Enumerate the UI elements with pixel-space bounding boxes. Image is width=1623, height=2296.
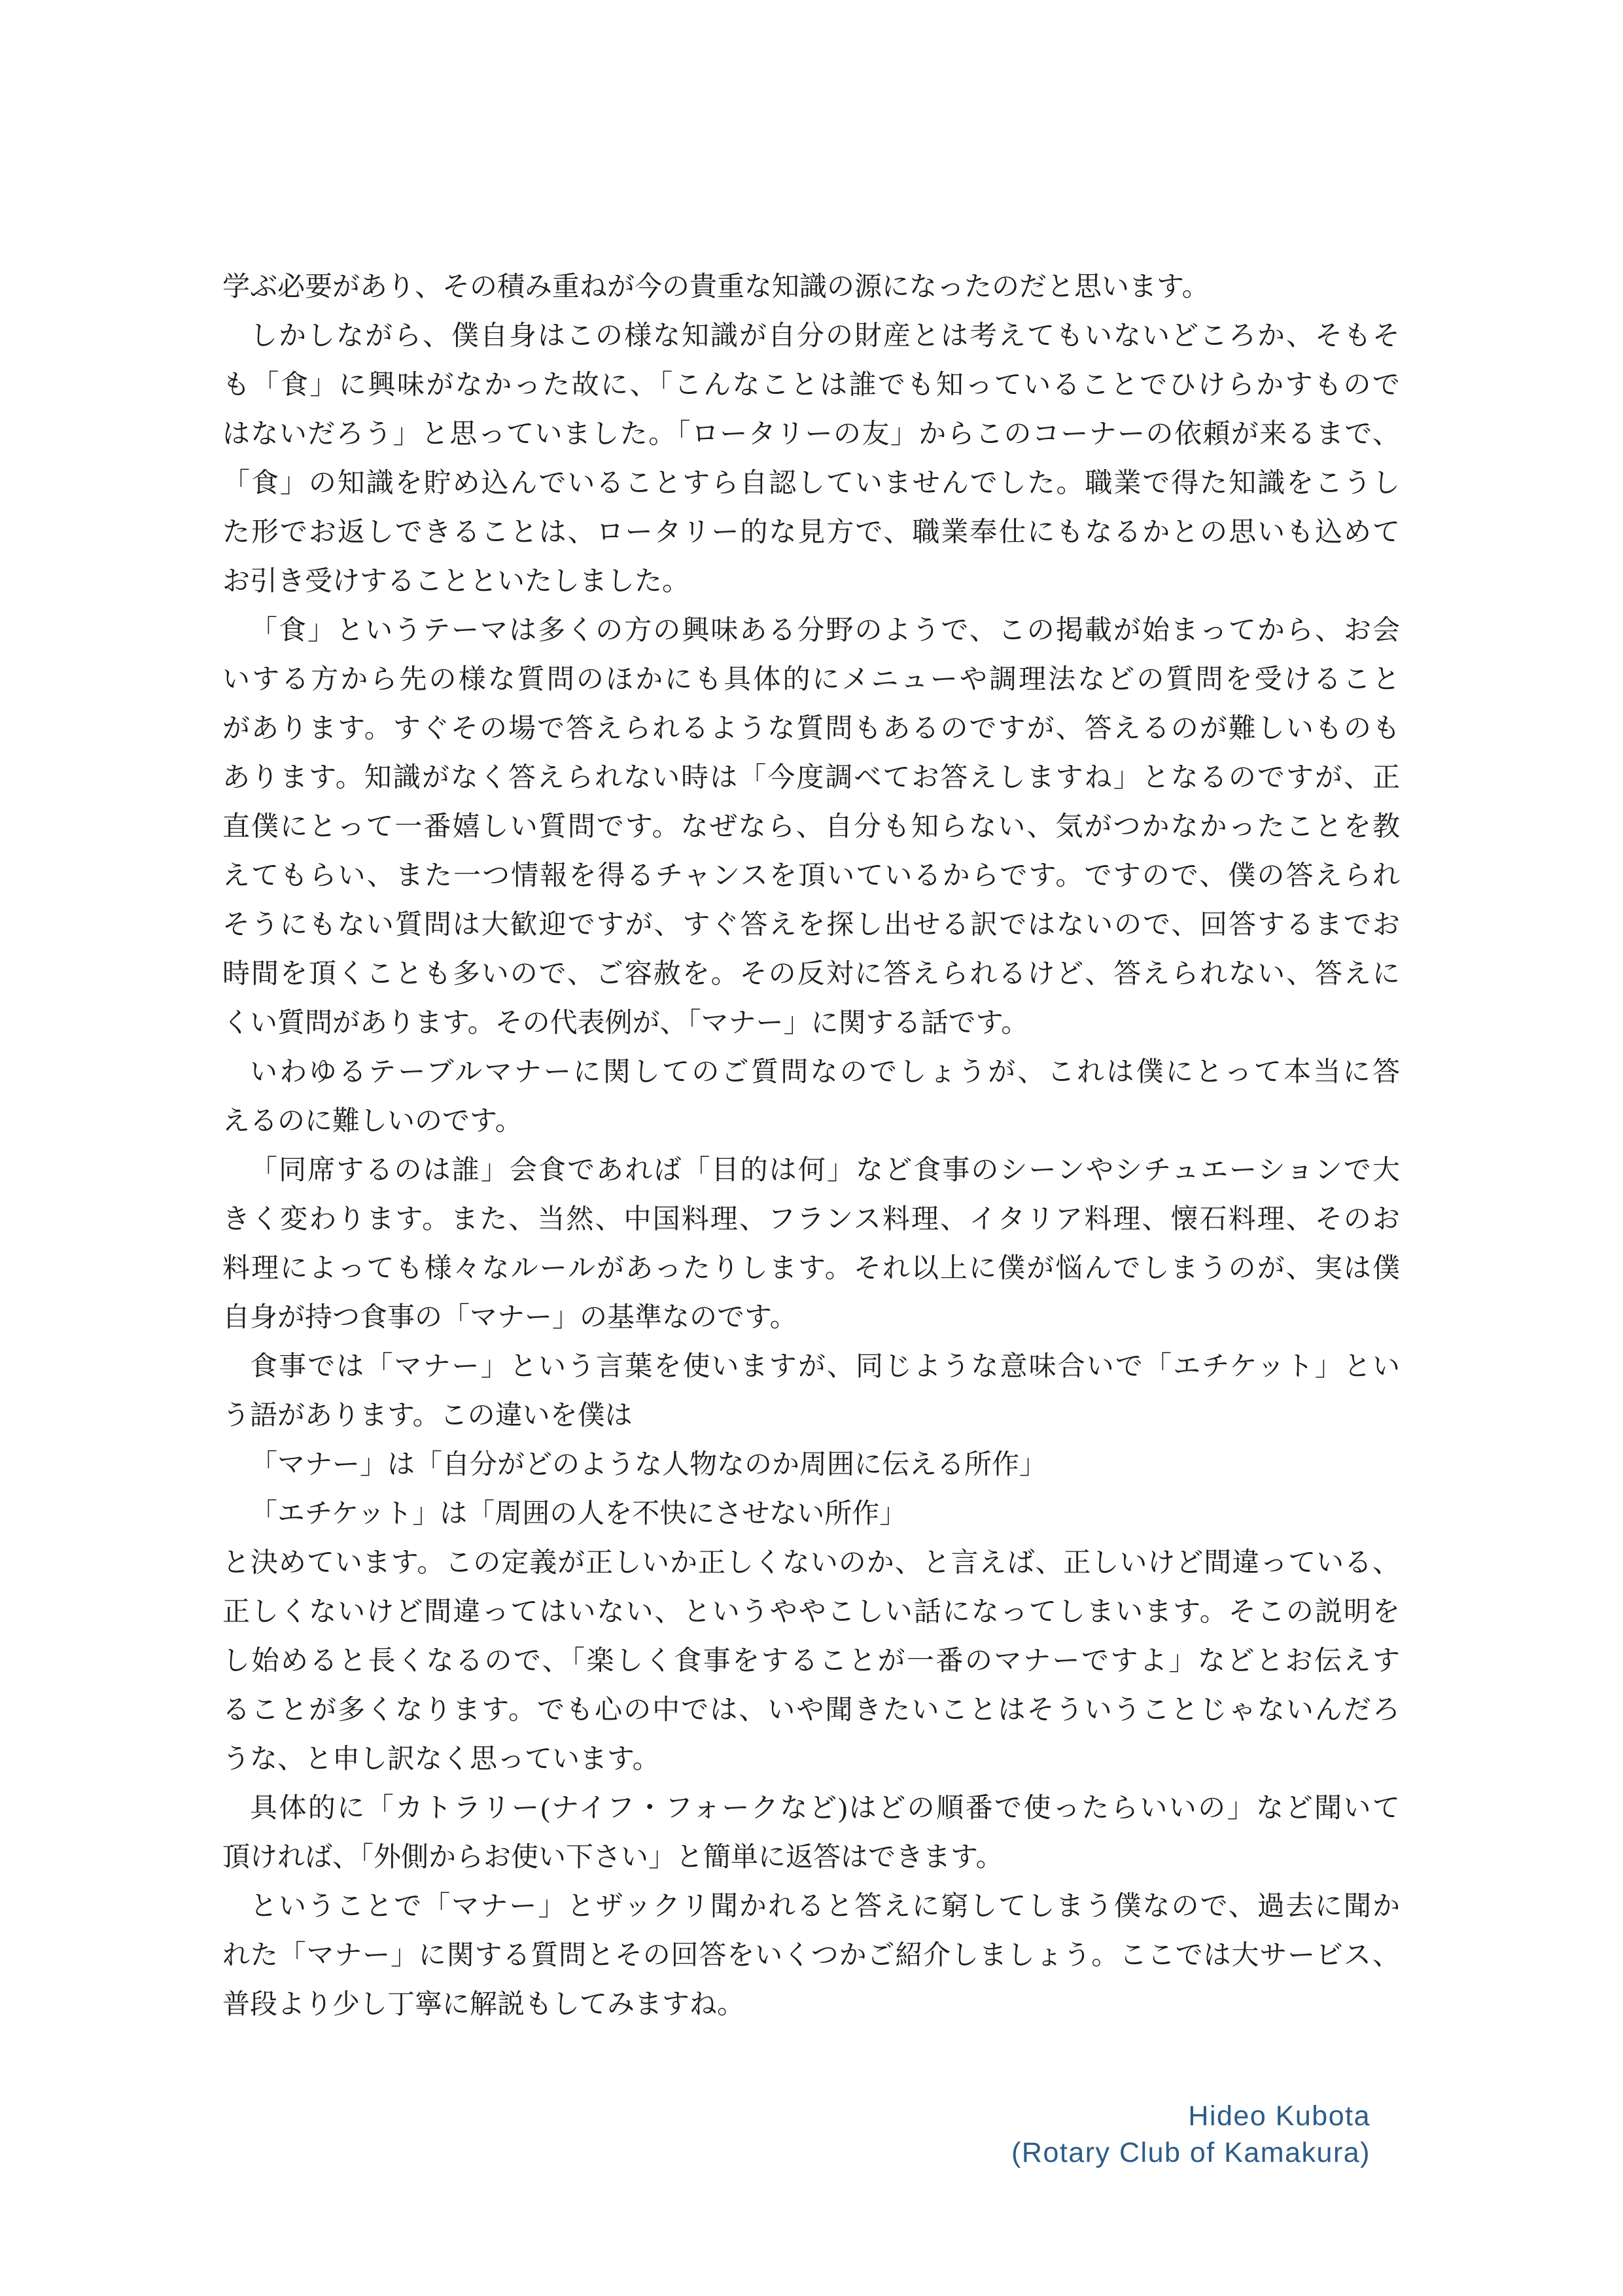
text-line: 具体的に「カトラリー(ナイフ・フォークなど)はどの順番で使ったらいいの」など聞いて	[250, 1793, 1400, 1824]
text-line: 「同席するのは誰」会食であれば「目的は何」など食事のシーンやシチュエーションで大	[250, 1156, 1400, 1186]
text-line: はないだろう」と思っていました。「ロータリーの友」からこのコーナーの依頼が来るまで、	[222, 419, 1400, 450]
body-text	[222, 263, 1400, 2030]
text-line: れた「マナー」に関する質問とその回答をいくつかご紹介しましょう。ここでは大サービス、	[222, 1941, 1400, 1971]
signature-author-name: Hideo Kubota	[1188, 2100, 1370, 2132]
text-line: 正しくないけど間違ってはいない、というややこしい話になってしまいます。そこの説明を	[222, 1597, 1400, 1627]
text-line: しかしながら、僕自身はこの様な知識が自分の財産とは考えてもいないどころか、そもそ	[250, 321, 1400, 351]
text-line: お引き受けすることといたしました。	[222, 567, 690, 597]
text-line: えるのに難しいのです。	[222, 1106, 523, 1137]
text-line: うな、と申し訳なく思っています。	[222, 1744, 660, 1775]
text-line: 直僕にとって一番嬉しい質問です。なぜなら、自分も知らない、気がつかなかったことを教	[222, 812, 1400, 842]
signature-block	[1011, 2098, 1370, 2171]
text-line: と決めています。この定義が正しいか正しくないのか、と言えば、正しいけど間違っている、	[222, 1548, 1400, 1578]
signature-affiliation: (Rotary Club of Kamakura)	[1011, 2137, 1370, 2168]
text-line: 自身が持つ食事の「マナー」の基準なのです。	[222, 1303, 797, 1333]
text-line: ることが多くなります。でも心の中では、いや聞きたいことはそういうことじゃないんだろ	[222, 1695, 1400, 1725]
text-line: 学ぶ必要があり、その積み重ねが今の貴重な知識の源になったのだと思います。	[222, 272, 1210, 302]
text-line: 「食」というテーマは多くの方の興味ある分野のようで、この掲載が始まってから、お会	[250, 616, 1400, 646]
text-line: があります。すぐその場で答えられるような質問もあるのですが、答えるのが難しいものも	[222, 714, 1400, 744]
text-line: いわゆるテーブルマナーに関してのご質問なのでしょうが、これは僕にとって本当に答	[250, 1057, 1400, 1087]
text-line: そうにもない質問は大歓迎ですが、すぐ答えを探し出せる訳ではないので、回答するまでお	[222, 910, 1400, 940]
text-line: えてもらい、また一つ情報を得るチャンスを頂いているからです。ですので、僕の答えられ	[222, 861, 1400, 891]
text-line: 「マナー」は「自分がどのような人物なのか周囲に伝える所作」	[250, 1450, 1047, 1480]
text-line: くい質問があります。その代表例が、「マナー」に関する話です。	[222, 1008, 1029, 1038]
text-line: ということで「マナー」とザックリ聞かれると答えに窮してしまう僕なので、過去に聞か	[250, 1892, 1400, 1922]
text-line: 料理によっても様々なルールがあったりします。それ以上に僕が悩んでしまうのが、実は僕	[222, 1254, 1400, 1284]
text-line: いする方から先の様な質問のほかにも具体的にメニューや調理法などの質問を受けること	[222, 665, 1400, 695]
text-line: 「食」の知識を貯め込んでいることすら自認していませんでした。職業で得た知識をこうし	[222, 468, 1400, 499]
text-line: 頂ければ、「外側からお使い下さい」と簡単に返答はできます。	[222, 1843, 1003, 1873]
text-line: も「食」に興味がなかった故に、「こんなことは誰でも知っていることでひけらかすもので	[222, 370, 1400, 400]
text-line: あります。知識がなく答えられない時は「今度調べてお答えしますね」となるのですが、正	[222, 763, 1400, 793]
text-line: 「エチケット」は「周囲の人を不快にさせない所作」	[250, 1499, 907, 1529]
text-line: 時間を頂くことも多いので、ご容赦を。その反対に答えられるけど、答えられない、答えに	[222, 959, 1400, 989]
text-line: し始めると長くなるので、「楽しく食事をすることが一番のマナーですよ」などとお伝えす	[222, 1646, 1400, 1676]
text-line: 食事では「マナー」という言葉を使いますが、同じような意味合いで「エチケット」とい	[250, 1352, 1400, 1382]
text-line: た形でお返しできることは、ロータリー的な見方で、職業奉仕にもなるかとの思いも込めて	[222, 518, 1400, 548]
text-line: きく変わります。また、当然、中国料理、フランス料理、イタリア料理、懐石料理、そのお	[222, 1205, 1400, 1235]
text-line: 普段より少し丁寧に解説もしてみますね。	[222, 1990, 745, 2020]
text-line: う語があります。この違いを僕は	[222, 1401, 633, 1431]
